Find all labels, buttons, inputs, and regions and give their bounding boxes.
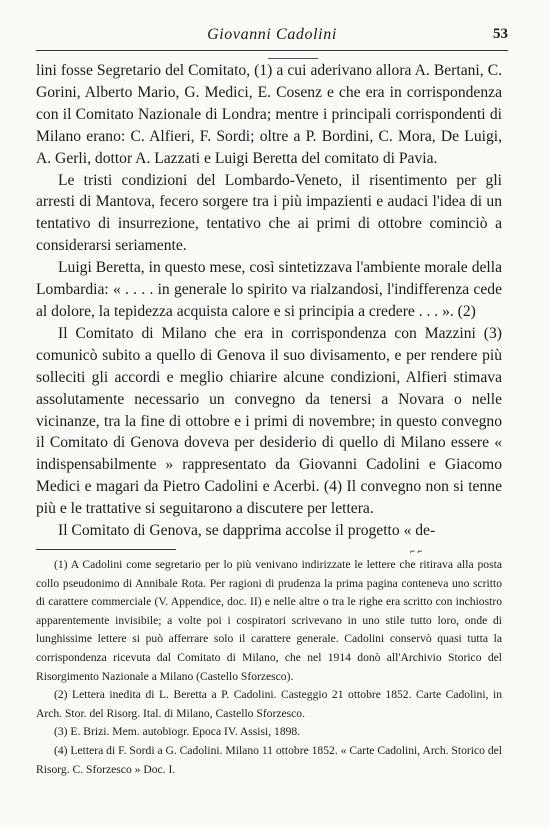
page-number: 53 [493,26,508,42]
paragraph: Luigi Beretta, in questo mese, così sintetizzava l'ambiente morale della Lombardia: « . . . . in generale lo spirito va rialzandosi, l'indifferenza cede al dolore, la tepidezza acquista calore e si principia a credere . . . ». (2) [36,259,502,320]
footnote-rule [36,549,176,550]
footnote: (1) A Cadolini come segretario per lo più venivano indirizzate le lettere che ritirava alla posta collo pseudonimo di Annibale Rota. Per ragioni di prudenza la prima pagina conteneva uno scritto di carattere commerciale (V. Appendice, doc. II) e nelle altre o tra le righe era scritto con inchiostro apparentemente invisibile; a volte poi i cospiratori scrivevano in uno stile tutto loro, onde di lunghissime lettere si può afferrare solo il carattere generale. Cadolini conservò quasi tutta la corrispondenza ricevuta dal Comitato di Milano, che nel 1914 donò all'Archivio Storico del Risorgimento Nazionale a Milano (Castello Sforzesco). [36,558,502,683]
footnote: (2) Lettera inedita di L. Beretta a P. Cadolini. Casteggio 21 ottobre 1852. Carte Cadolini, in Arch. Stor. del Risorg. Ital. di Milano, Castello Sforzesco. [36,688,502,720]
paragraph: Il Comitato di Milano che era in corrispondenza con Mazzini (3) comunicò subito a quello di Genova il suo divisamento, e per rendere più solleciti gli accordi e meglio chiarire alcune condizioni, Alfieri stimava assolutamente necessario un convegno da tenersi a Novara o nelle vicinanze, tra la fine di ottobre e i primi di novembre; in questo convegno il Comitato di Genova doveva per desiderio di quello di Milano essere « indispensabilmente » rappresentato da Giovanni Cadolini e Giacomo Medici e magari da Pietro Cadolini e Acerbi. (4) Il convegno non si tenne più e le trattative si seguitarono a discutere per lettera. [36,324,502,518]
running-title: Giovanni Cadolini [207,26,337,43]
ink-mark-decoration: ⌐ ⌐ [410,546,423,556]
body-text [36,60,502,542]
footnote: (4) Lettera di F. Sordi a G. Cadolini. Milano 11 ottobre 1852. « Carte Cadolini, Arch. Storico del Risorg. C. Sforzesco » Doc. I. [36,743,502,776]
footnote: (3) E. Brizi. Mem. autobiogr. Epoca IV. Assisi, 1898. [54,725,301,739]
footnotes [36,556,502,779]
paragraph: Il Comitato di Genova, se dapprima accolse il progetto « de- [58,522,436,540]
header-rule-ornament [268,58,318,59]
paragraph-continued: lini fosse Segretario del Comitato, (1) a cui aderivano allora A. Bertani, C. Gorini, Alberto Mario, G. Medici, E. Cosenz e che era in corrispondenza con il Comitato Nazionale di Londra; mentre i principali corrispondenti di Milano erano: C. Alfieri, F. Sordi; oltre a P. Bordini, C. Mora, De Luigi, A. Gerli, dottor A. Lazzati e Luigi Beretta del comitato di Pavia. [36,62,502,167]
paragraph: Le tristi condizioni del Lombardo-Veneto, il risentimento per gli arresti di Mantova, fecero sorgere tra i più impazienti e audaci l'idea di un tentativo di insurrezione, tentativo che ai primi di ottobre cominciò a considerarsi seriamente. [36,171,502,255]
header-rule [36,50,508,51]
running-header [36,18,508,46]
